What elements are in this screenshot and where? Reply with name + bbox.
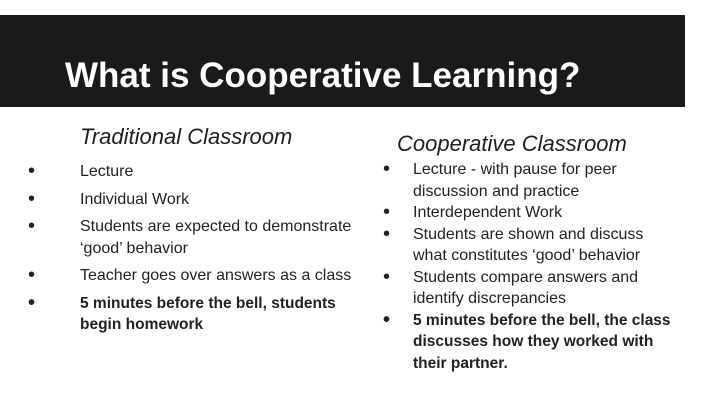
list-item xyxy=(28,291,360,336)
traditional-classroom-list xyxy=(28,160,360,336)
bullet-icon: • xyxy=(28,187,36,210)
list-item-text: Individual Work xyxy=(80,190,190,208)
list-item-text: Lecture - with pause for peer discussion and practice xyxy=(413,161,617,200)
list-item-text: Interdependent Work xyxy=(413,204,563,221)
list-item-text: 5 minutes before the bell, the class discusses how they worked with their partner. xyxy=(413,311,671,372)
bullet-icon: • xyxy=(28,215,36,237)
bullet-icon: • xyxy=(28,160,36,182)
bullet-icon: • xyxy=(383,308,391,331)
bullet-icon: • xyxy=(383,158,391,180)
list-item xyxy=(383,265,678,310)
list-item xyxy=(28,215,360,259)
traditional-classroom-heading: Traditional Classroom xyxy=(80,124,293,149)
list-item xyxy=(383,222,678,267)
bullet-icon: • xyxy=(28,291,36,314)
list-item xyxy=(28,187,360,211)
list-item xyxy=(383,158,678,202)
list-item xyxy=(28,264,360,287)
list-item-text: Students are expected to demonstrate ‘good’ behavior xyxy=(80,218,352,257)
list-item xyxy=(383,201,678,224)
slide-title: What is Cooperative Learning? xyxy=(65,56,581,95)
bullet-icon: • xyxy=(28,264,36,286)
list-item-text: Lecture xyxy=(80,163,134,180)
cooperative-classroom-list xyxy=(383,158,678,374)
bullet-icon: • xyxy=(383,265,391,288)
bullet-icon: • xyxy=(383,201,391,223)
list-item-text: 5 minutes before the bell, students begin homework xyxy=(80,294,336,333)
list-item xyxy=(383,308,678,375)
bullet-icon: • xyxy=(383,222,391,245)
list-item xyxy=(28,160,360,183)
list-item-text: Students compare answers and identify discrepancies xyxy=(413,268,639,307)
list-item-text: Teacher goes over answers as a class xyxy=(80,267,352,284)
list-item-text: Students are shown and discuss what constitutes ‘good’ behavior xyxy=(413,225,644,264)
cooperative-classroom-heading: Cooperative Classroom xyxy=(397,131,627,156)
